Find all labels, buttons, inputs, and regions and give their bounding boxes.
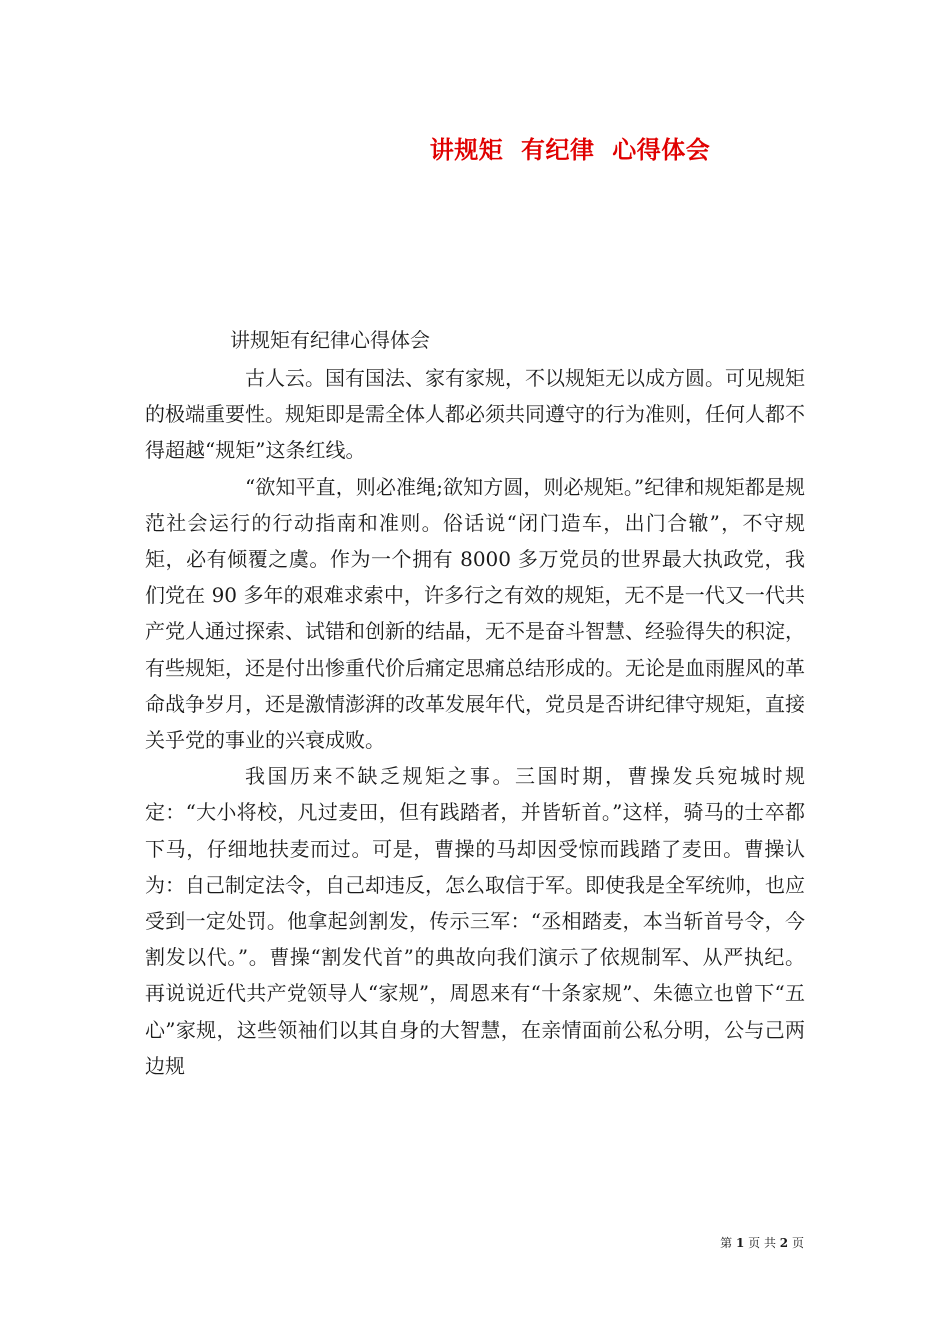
page-prefix: 第 <box>720 1236 733 1250</box>
page-total: 2 <box>779 1236 789 1250</box>
page-current: 1 <box>735 1236 745 1250</box>
paragraph: 我国历来不缺乏规矩之事。三国时期，曹操发兵宛城时规定：“大小将校，凡过麦田，但有践踏者，并皆斩首。”这样，骑马的士卒都下马，仔细地扶麦而过。可是，曹操的马却因受惊而践踏了麦田。曹操认为：自己制定法令，自己却违反，怎么取信于军。即使我是全军统帅，也应受到一定处罚。他拿起剑割发，传示三军：“丞相踏麦，本当斩首号令，今割发以代。”。曹操“割发代首”的典故向我们演示了依规制军、从严执纪。再说说近代共产党领导人“家规”，周恩来有“十条家规”、朱德立也曾下“五心”家规，这些领袖们以其自身的大智慧，在亲情面前公私分明，公与己两边规 <box>145 764 805 1078</box>
page-number <box>720 1234 804 1252</box>
paragraph: 古人云。国有国法、家有家规，不以规矩无以成方圆。可见规矩的极端重要性。规矩即是需全体人都必须共同遵守的行为准则，任何人都不得超越“规矩”这条红线。 <box>145 366 805 463</box>
paragraph: “欲知平直，则必准绳;欲知方圆，则必规矩。”纪律和规矩都是规范社会运行的行动指南和准则。俗话说“闭门造车，出门合辙”，不守规矩，必有倾覆之虞。作为一个拥有 8000 多万党员的世界最大执政党，我们党在 90 多年的艰难求索中，许多行之有效的规矩，无不是一代又一代共产党人通过探索、试错和创新的结晶，无不是奋斗智慧、经验得失的积淀，有些规矩，还是付出惨重代价后痛定思痛总结形成的。无论是血雨腥风的革命战争岁月，还是激情澎湃的改革发展年代，党员是否讲纪律守规矩，直接关乎党的事业的兴衰成败。 <box>145 474 805 753</box>
page-suffix: 页 <box>791 1236 804 1250</box>
document-body <box>145 360 805 1084</box>
document-title: 讲规矩 有纪律 心得体会 <box>429 135 711 164</box>
page-mid: 页 共 <box>748 1236 776 1250</box>
document-subtitle: 讲规矩有纪律心得体会 <box>230 328 430 352</box>
